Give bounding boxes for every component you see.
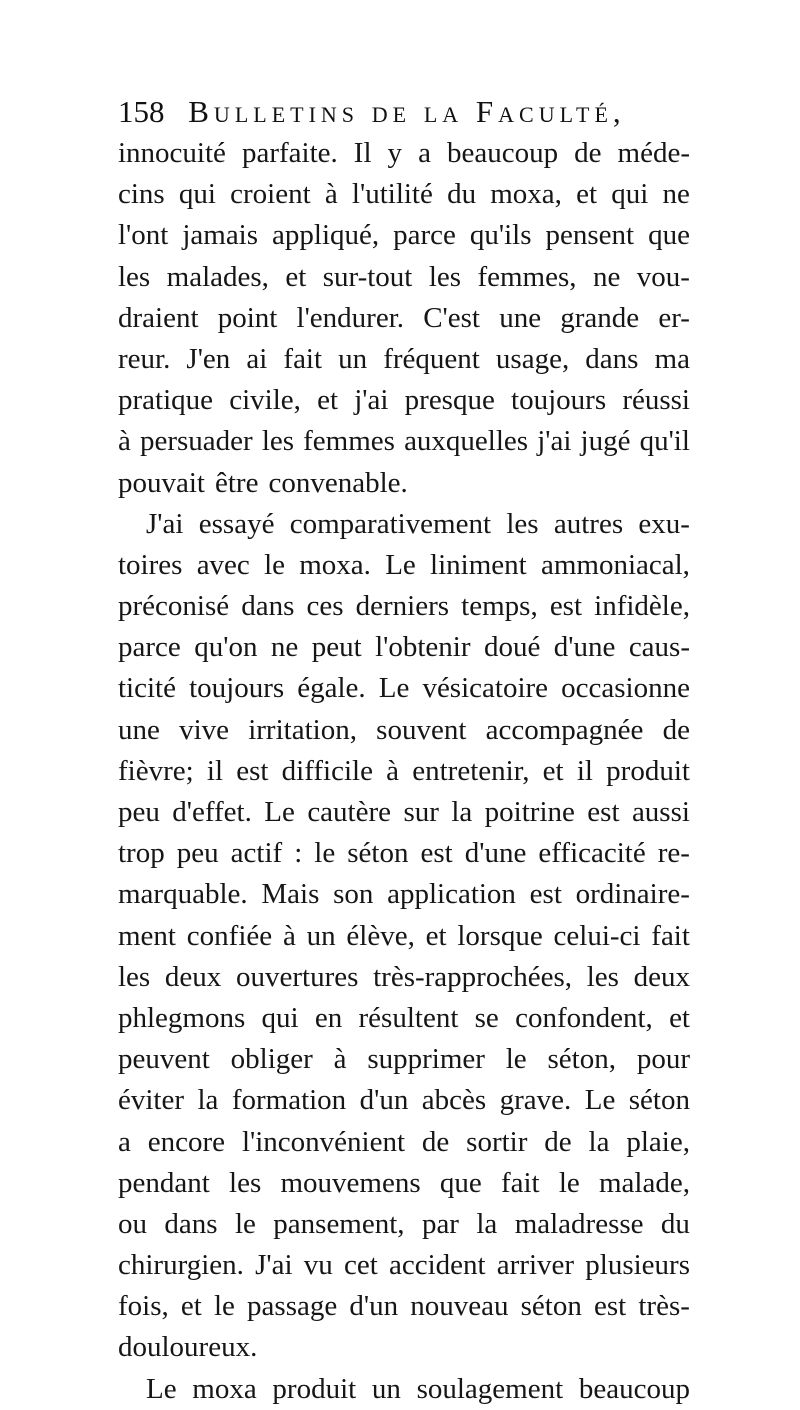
word: parfaite.	[241, 137, 338, 169]
text-line	[118, 1039, 690, 1080]
word: du	[660, 1207, 690, 1240]
word: a	[418, 137, 431, 169]
word: l'obtenir	[375, 631, 471, 664]
text-line	[118, 833, 690, 874]
word: de	[421, 1125, 450, 1158]
word: confondent,	[515, 1001, 653, 1034]
word: très-rapprochées,	[373, 960, 572, 993]
word: innocuité	[118, 137, 226, 169]
word: est	[594, 1290, 627, 1323]
word: ouvertures	[236, 960, 359, 993]
text-line	[118, 339, 690, 380]
word: qu'il	[639, 425, 690, 458]
word: Le	[146, 1372, 177, 1405]
word: usage,	[495, 342, 570, 375]
word: réussi	[622, 384, 690, 417]
word: civile,	[229, 384, 301, 417]
word: formation	[231, 1084, 347, 1117]
word: j'ai	[537, 425, 572, 458]
word: vu	[303, 1249, 333, 1282]
word: peu	[176, 837, 219, 870]
word: J'ai	[255, 1249, 293, 1282]
word: ai	[246, 342, 268, 375]
word: temps,	[461, 590, 538, 623]
text-line	[118, 751, 690, 792]
word: y	[387, 137, 403, 169]
text-line	[118, 133, 690, 174]
word: poitrine	[484, 796, 575, 828]
word: et	[180, 1290, 202, 1323]
text-line	[118, 792, 690, 833]
word: lorsque	[457, 919, 543, 952]
word: croient	[230, 178, 311, 211]
word: produit	[606, 754, 690, 787]
word: infidèle,	[594, 590, 690, 623]
word: et	[542, 754, 564, 787]
word: dans	[585, 342, 639, 375]
word: douloureux.	[118, 1331, 258, 1364]
word: à	[386, 754, 400, 787]
word: qui	[178, 178, 216, 211]
word: auxquelles	[404, 425, 529, 458]
word: Il	[353, 137, 372, 169]
text-line	[118, 380, 690, 421]
text-line	[118, 668, 690, 709]
word: à	[282, 919, 296, 952]
word: est	[529, 878, 562, 911]
word: ces	[306, 590, 344, 623]
word: malade,	[598, 1166, 690, 1199]
word: peut	[311, 631, 362, 664]
word: séton	[347, 837, 409, 870]
word: malades,	[166, 260, 269, 293]
word: maladresse	[514, 1207, 644, 1240]
word: est	[549, 590, 583, 623]
word: fait	[500, 1166, 540, 1199]
word: supprimer	[367, 1043, 485, 1076]
word: ma	[654, 342, 690, 375]
word: moxa,	[490, 178, 562, 211]
word: jugé	[580, 425, 631, 458]
text-line	[118, 957, 690, 998]
word: souvent	[376, 713, 467, 746]
word: appliqué,	[272, 219, 380, 252]
word: le	[314, 837, 336, 870]
word: parce	[393, 219, 456, 252]
word: ou	[118, 1207, 147, 1240]
word: a	[118, 1125, 131, 1158]
word: J'ai	[146, 507, 184, 540]
word: ne	[662, 178, 690, 211]
word: reur.	[118, 342, 171, 375]
word: re-	[657, 837, 690, 870]
word: actif	[230, 837, 283, 870]
word: exu-	[638, 507, 690, 540]
word: pour	[636, 1043, 690, 1076]
word: une	[499, 301, 542, 334]
running-head	[118, 92, 688, 132]
word: pendant	[118, 1166, 210, 1199]
word: mouvemens	[280, 1166, 421, 1199]
word: et	[317, 384, 339, 417]
word: sur-tout	[322, 260, 413, 293]
word: grande	[560, 301, 640, 334]
word: aussi	[631, 796, 690, 828]
word: celui-ci	[553, 919, 641, 952]
word: séton	[520, 1290, 582, 1323]
word: plaie,	[626, 1125, 690, 1158]
word: très-	[638, 1290, 690, 1323]
word: moxa	[192, 1372, 257, 1405]
word: du	[447, 178, 477, 211]
word: la	[588, 1125, 610, 1158]
word: un	[371, 1372, 401, 1405]
text-line	[118, 1327, 690, 1368]
word: persuader	[139, 425, 253, 458]
word: dans	[241, 590, 295, 623]
word: et	[576, 178, 598, 211]
word: confiée	[186, 919, 273, 952]
word: il	[206, 754, 224, 787]
word: qui	[611, 178, 649, 211]
text-line	[118, 1204, 690, 1245]
word: de	[544, 1125, 572, 1158]
word: deux	[633, 960, 690, 993]
word: ticité	[118, 672, 176, 705]
word: draient	[118, 301, 199, 334]
word: femmes	[303, 425, 395, 458]
word: comparativement	[289, 507, 492, 540]
word: méde-	[617, 137, 690, 169]
running-title: Bulletins de la Faculté,	[188, 94, 626, 129]
word: cet	[343, 1249, 378, 1282]
word: à	[118, 425, 131, 458]
word: d'un	[359, 1084, 409, 1117]
word: fois,	[118, 1290, 169, 1323]
word: passage	[247, 1290, 338, 1323]
word: parce	[118, 631, 181, 664]
word: élève,	[346, 919, 415, 952]
word: difficile	[281, 754, 373, 787]
text-line	[118, 586, 690, 627]
text-line	[118, 215, 690, 256]
word: plusieurs	[585, 1249, 690, 1282]
word: le	[505, 1043, 527, 1076]
word: ordinaire-	[575, 878, 690, 911]
word: et	[669, 1001, 690, 1034]
word: son	[333, 878, 374, 911]
word: peuvent	[118, 1043, 210, 1076]
word: vive	[179, 713, 230, 746]
text-line	[118, 1286, 690, 1327]
word: abcès	[421, 1084, 487, 1117]
body-text	[118, 133, 690, 1410]
word: le	[213, 1290, 235, 1323]
word: qui	[261, 1001, 299, 1034]
word: chirurgien.	[118, 1249, 244, 1282]
word: :	[294, 837, 303, 870]
word: est	[420, 837, 453, 870]
word: ment	[118, 919, 176, 952]
word: et	[285, 260, 307, 293]
text-line	[118, 710, 690, 751]
word: deux	[164, 960, 222, 993]
word: Le	[378, 672, 410, 705]
word: vou-	[636, 260, 690, 293]
text-line	[118, 627, 690, 668]
word: presque	[404, 384, 495, 417]
word: le	[558, 1166, 580, 1199]
word: d'une	[553, 631, 616, 664]
text-line	[118, 1369, 690, 1410]
word: pouvait	[118, 466, 205, 499]
word: obliger	[230, 1043, 313, 1076]
word: ammoniacal,	[540, 548, 690, 581]
word: dans	[164, 1207, 218, 1240]
word: pratique	[118, 384, 214, 417]
word: doué	[483, 631, 541, 664]
word: l'ont	[118, 219, 169, 252]
word: le	[264, 548, 285, 581]
word: toires	[118, 548, 183, 581]
word: cins	[118, 178, 165, 211]
word: caus-	[628, 631, 690, 664]
word: marquable.	[118, 878, 248, 911]
word: Le	[584, 1084, 616, 1117]
text-line	[118, 174, 690, 215]
word: femmes,	[477, 260, 577, 293]
word: fait	[283, 342, 323, 375]
word: Le	[264, 796, 295, 828]
word: grave.	[499, 1084, 572, 1117]
word: d'un	[349, 1290, 399, 1323]
word: séton,	[547, 1043, 616, 1076]
word: vésicatoire	[422, 672, 549, 705]
word: de	[662, 713, 690, 746]
word: d'effet.	[172, 796, 252, 828]
word: application	[387, 878, 516, 911]
text-line	[118, 874, 690, 915]
text-line	[118, 1245, 690, 1286]
word: pansement,	[273, 1207, 405, 1240]
word: fréquent	[383, 342, 480, 375]
word: éviter	[118, 1084, 185, 1117]
word: pensent	[545, 219, 635, 252]
word: toujours	[189, 672, 285, 705]
word: par	[421, 1207, 459, 1240]
word: ne	[270, 631, 299, 664]
word: occasionne	[561, 672, 690, 705]
text-line	[118, 504, 690, 545]
word: que	[648, 219, 690, 252]
word: préconisé	[118, 590, 230, 623]
word: un	[338, 342, 368, 375]
word: peu	[118, 796, 160, 828]
word: est	[236, 754, 269, 787]
word: irritation,	[248, 713, 357, 746]
word: toujours	[511, 384, 607, 417]
word: à	[333, 1043, 347, 1076]
word: derniers	[355, 590, 450, 623]
word: une	[118, 713, 160, 746]
word: l'endurer.	[296, 301, 405, 334]
text-line	[118, 421, 690, 462]
word: que	[439, 1166, 482, 1199]
text-line	[118, 916, 690, 957]
word: accident	[388, 1249, 486, 1282]
word: les	[118, 260, 151, 293]
text-line	[118, 545, 690, 586]
word: j'ai	[354, 384, 389, 417]
word: arriver	[496, 1249, 575, 1282]
word: jamais	[182, 219, 259, 252]
word: sortir	[466, 1125, 528, 1158]
word: liniment	[430, 548, 527, 581]
word: un	[306, 919, 336, 952]
word: égale.	[297, 672, 366, 705]
word: fièvre;	[118, 754, 194, 787]
word: qu'ils	[469, 219, 532, 252]
word: avec	[196, 548, 250, 581]
page-number: 158	[118, 94, 165, 129]
word: nouveau	[410, 1290, 509, 1323]
word: point	[217, 301, 278, 334]
word: cautère	[307, 796, 392, 828]
text-line	[118, 257, 690, 298]
word: la	[451, 796, 473, 828]
word: beaucoup	[578, 1372, 690, 1405]
word: l'inconvénient	[241, 1125, 406, 1158]
word: moxa.	[299, 548, 371, 581]
word: trop	[118, 837, 165, 870]
word: produit	[272, 1372, 357, 1405]
word: soulagement	[416, 1372, 564, 1405]
word: le	[234, 1207, 256, 1240]
text-line	[118, 1080, 690, 1121]
word: essayé	[198, 507, 275, 540]
word: se	[474, 1001, 499, 1034]
word: accompagnée	[485, 713, 644, 746]
word: fait	[651, 919, 690, 952]
word: être	[215, 466, 259, 499]
word: les	[118, 960, 151, 993]
word: Mais	[261, 878, 320, 911]
word: la	[197, 1084, 219, 1117]
word: est	[587, 796, 620, 828]
word: résultent	[358, 1001, 459, 1034]
word: ne	[592, 260, 621, 293]
text-line	[118, 1163, 690, 1204]
word: autres	[553, 507, 624, 540]
word: er-	[658, 301, 690, 334]
word: les	[506, 507, 539, 540]
word: convenable.	[268, 466, 408, 499]
word: les	[261, 425, 295, 458]
word: sur	[403, 796, 439, 828]
text-line	[118, 463, 690, 504]
text-line	[118, 298, 690, 339]
word: efficacité	[538, 837, 646, 870]
word: J'en	[186, 342, 231, 375]
word: la	[476, 1207, 498, 1240]
word: phlegmons	[118, 1001, 246, 1034]
text-line	[118, 1122, 690, 1163]
word: C'est	[423, 301, 480, 334]
word: il	[576, 754, 593, 787]
word: encore	[147, 1125, 226, 1158]
word: beaucoup	[446, 137, 559, 169]
word: qu'on	[194, 631, 258, 664]
word: l'utilité	[351, 178, 433, 211]
word: de	[574, 137, 602, 169]
word: à	[324, 178, 338, 211]
text-line	[118, 998, 690, 1039]
word: et	[425, 919, 447, 952]
word: séton	[628, 1084, 690, 1117]
word: les	[586, 960, 619, 993]
word: Le	[385, 548, 416, 581]
word: d'une	[464, 837, 527, 870]
word: en	[314, 1001, 343, 1034]
word: entretenir,	[412, 754, 530, 787]
word: les	[229, 1166, 262, 1199]
word: les	[428, 260, 462, 293]
